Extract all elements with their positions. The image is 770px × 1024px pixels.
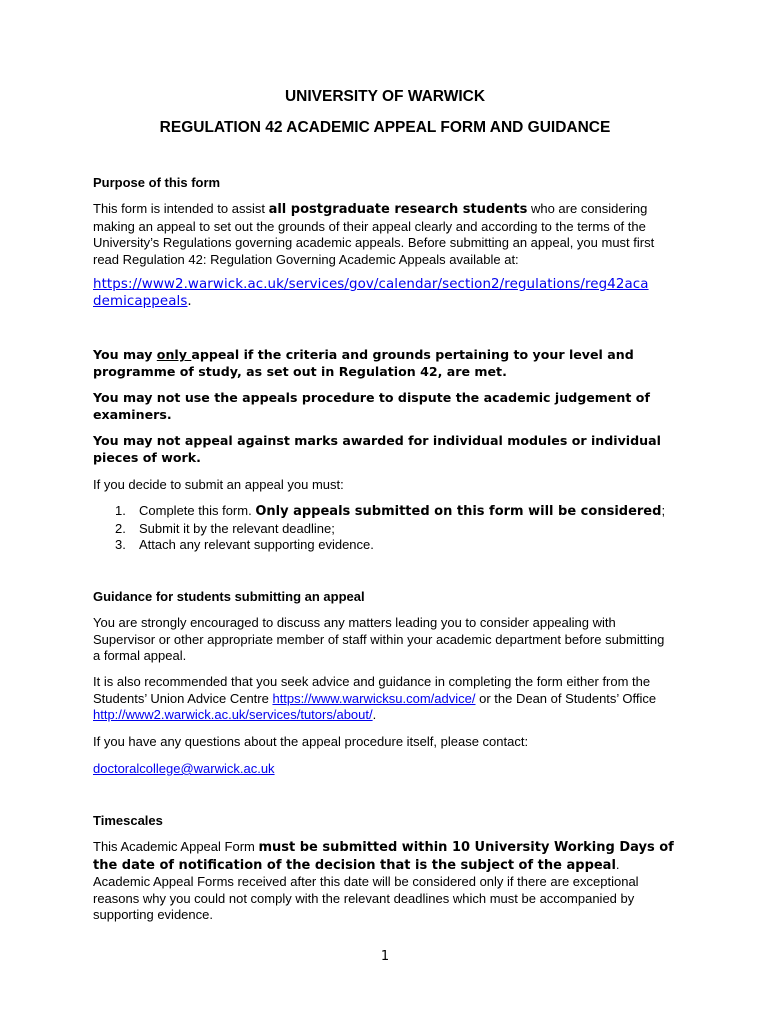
rule-no-marks-appeal: You may not appeal against marks awarded for individual modules or individual pieces of work. — [93, 433, 661, 465]
rule-only-appeal: You may only appeal if the criteria and grounds pertaining to your level and programme of study, as set out in Regulation 42, are met. — [93, 347, 634, 379]
regulation-42-link[interactable]: https://www2.warwick.ac.uk/services/gov/calendar/section2/regulations/reg42aca demicappeals — [93, 277, 649, 309]
steps-list — [93, 503, 683, 554]
steps-intro: If you decide to submit an appeal you must: — [93, 477, 344, 492]
timescales-heading: Timescales — [93, 813, 163, 828]
dean-of-students-link[interactable]: http://www2.warwick.ac.uk/services/tutors/about/ — [93, 707, 373, 722]
students-union-advice-link[interactable]: https://www.warwicksu.com/advice/ — [272, 690, 476, 706]
purpose-heading: Purpose of this form — [93, 175, 221, 190]
timescales-paragraph: This Academic Appeal Form must be submitted within 10 University Working Days of the date of notification of the decision that is the subject of the appeal. Academic Appeal Forms received after this date will be considered only if there are exceptional reasons why you could not comply with the relevant deadlines which must be accompanied by supporting evidence. — [93, 839, 674, 922]
list-item: 1. Complete this form. Only appeals submitted on this form will be considered; — [115, 503, 666, 519]
doctoral-college-email-link[interactable]: doctoralcollege@warwick.ac.uk — [93, 761, 275, 776]
purpose-emphasis: all postgraduate research students — [268, 202, 528, 217]
list-item: 3. Attach any relevant supporting evidence. — [115, 537, 374, 552]
university-heading: UNIVERSITY OF WARWICK — [284, 88, 486, 105]
guidance-paragraph-2: It is also recommended that you seek advice and guidance in completing the form either from the Students’ Union Advice Centre https://www.warwicksu.com/advice/ or the Dean of Students’ Office http://www2.warwick.ac.uk/services/tutors/about/. — [93, 674, 657, 722]
purpose-paragraph: This form is intended to assist all postgraduate research students who are considering making an appeal to set out the grounds of their appeal clearly and according to the terms of the University’s Regulations governing academic appeals. Before submitting an appeal, you must first read Regulation 42: Regulation Governing Academic Appeals available at: — [93, 201, 655, 267]
guidance-paragraph-3: If you have any questions about the appeal procedure itself, please contact: — [93, 734, 529, 749]
guidance-heading: Guidance for students submitting an appeal — [93, 589, 365, 604]
rule-no-academic-judgement: You may not use the appeals procedure to dispute the academic judgement of examiners. — [93, 390, 650, 422]
form-title: REGULATION 42 ACADEMIC APPEAL FORM AND GUIDANCE — [159, 119, 611, 136]
guidance-paragraph-1: You are strongly encouraged to discuss any matters leading you to consider appealing with Supervisor or other appropriate member of staff within your academic department before submitting a formal appeal. — [93, 615, 665, 663]
list-item: 2. Submit it by the relevant deadline; — [115, 520, 335, 536]
contact-email-block — [93, 761, 683, 778]
page-number: 1 — [380, 949, 390, 964]
regulation-link-block: https://www2.warwick.ac.uk/services/gov/calendar/section2/regulations/reg42aca demicappeals. — [93, 277, 649, 309]
